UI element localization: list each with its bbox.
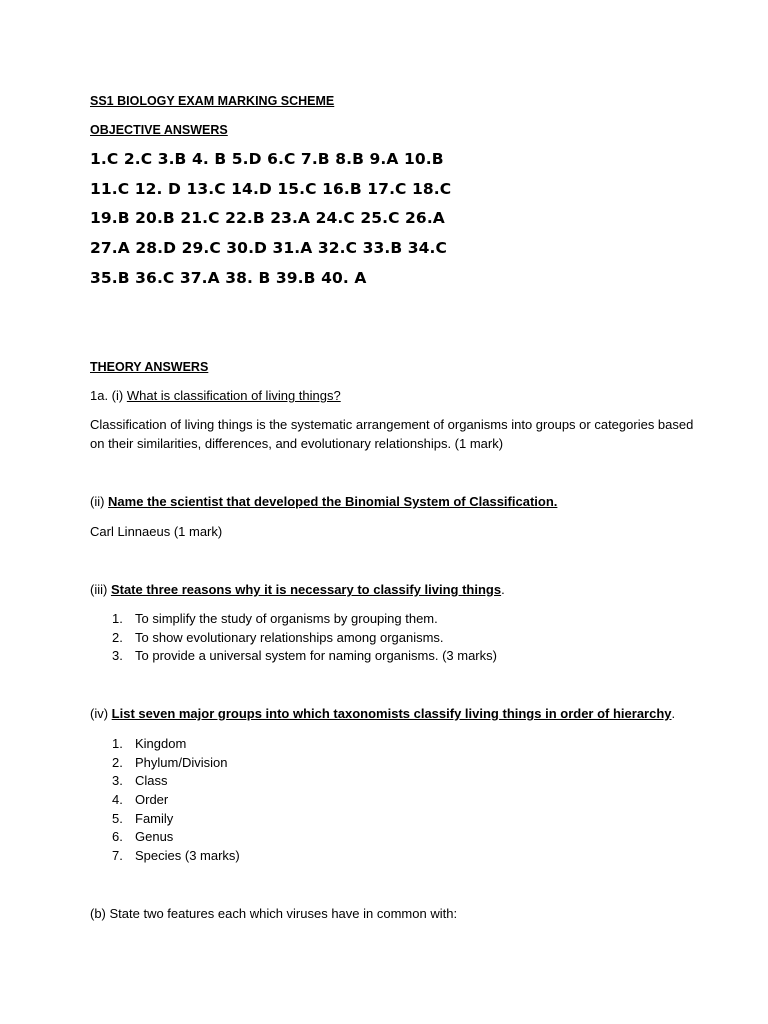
- question-1a-ii: [90, 494, 557, 509]
- list-item: 2. To show evolutionary relationships among organisms.: [112, 629, 444, 645]
- question-text: What is classification of living things?: [126, 388, 341, 403]
- list-item: 1. Kingdom: [112, 736, 187, 751]
- question-text: Name the scientist that developed the Binomial System of Classification.: [108, 494, 558, 509]
- list-item: 6. Genus: [112, 829, 174, 845]
- objective-line: 19.B 20.B 21.C 22.B 23.A 24.C 25.C 26.A: [90, 209, 445, 227]
- list-item: 1. To simplify the study of organisms by grouping them.: [112, 611, 438, 626]
- objective-line: 35.B 36.C 37.A 38. B 39.B 40. A: [90, 269, 367, 287]
- objective-line: 27.A 28.D 29.C 30.D 31.A 32.C 33.B 34.C: [90, 239, 448, 257]
- question-1b: (b) State two features each which viruses have in common with:: [90, 906, 458, 921]
- answer-1a-ii: Carl Linnaeus (1 mark): [90, 524, 223, 539]
- question-text: State three reasons why it is necessary to classify living things: [110, 582, 502, 597]
- theory-heading: THEORY ANSWERS: [90, 360, 209, 374]
- list-item: 2. Phylum/Division: [112, 754, 228, 770]
- list-item: 7. Species (3 marks): [112, 848, 240, 864]
- question-prefix: 1a. (i): [90, 388, 127, 403]
- answer-1a-i-line1: Classification of living things is the systematic arrangement of organisms into groups or categories based: [90, 417, 694, 432]
- question-suffix: .: [501, 582, 505, 597]
- objective-heading: OBJECTIVE ANSWERS: [90, 123, 228, 137]
- question-prefix: (iv): [90, 706, 112, 721]
- question-suffix: .: [671, 706, 676, 721]
- list-item: 3. Class: [112, 773, 168, 789]
- reasons-list: [112, 610, 497, 666]
- list-item: 4. Order: [112, 792, 169, 808]
- objective-line: 1.C 2.C 3.B 4. B 5.D 6.C 7.B 8.B 9.A 10.B: [90, 150, 444, 168]
- answer-1a-i-line2: on their similarities, differences, and evolutionary relationships. (1 mark): [90, 436, 504, 451]
- question-1a-iv: [90, 706, 675, 721]
- list-item: 5. Family: [112, 810, 174, 826]
- question-text: List seven major groups into which taxonomists classify living things in order of hierarchy: [111, 706, 672, 721]
- question-1a-i: [90, 388, 341, 403]
- question-prefix: (ii): [90, 494, 109, 509]
- question-1a-iii: [90, 582, 505, 597]
- question-prefix: (iii): [90, 582, 111, 597]
- hierarchy-list: [112, 735, 240, 866]
- list-item: 3. To provide a universal system for naming organisms. (3 marks): [112, 648, 497, 664]
- objective-line: 11.C 12. D 13.C 14.D 15.C 16.B 17.C 18.C: [90, 180, 452, 198]
- document-title: SS1 BIOLOGY EXAM MARKING SCHEME: [90, 94, 335, 108]
